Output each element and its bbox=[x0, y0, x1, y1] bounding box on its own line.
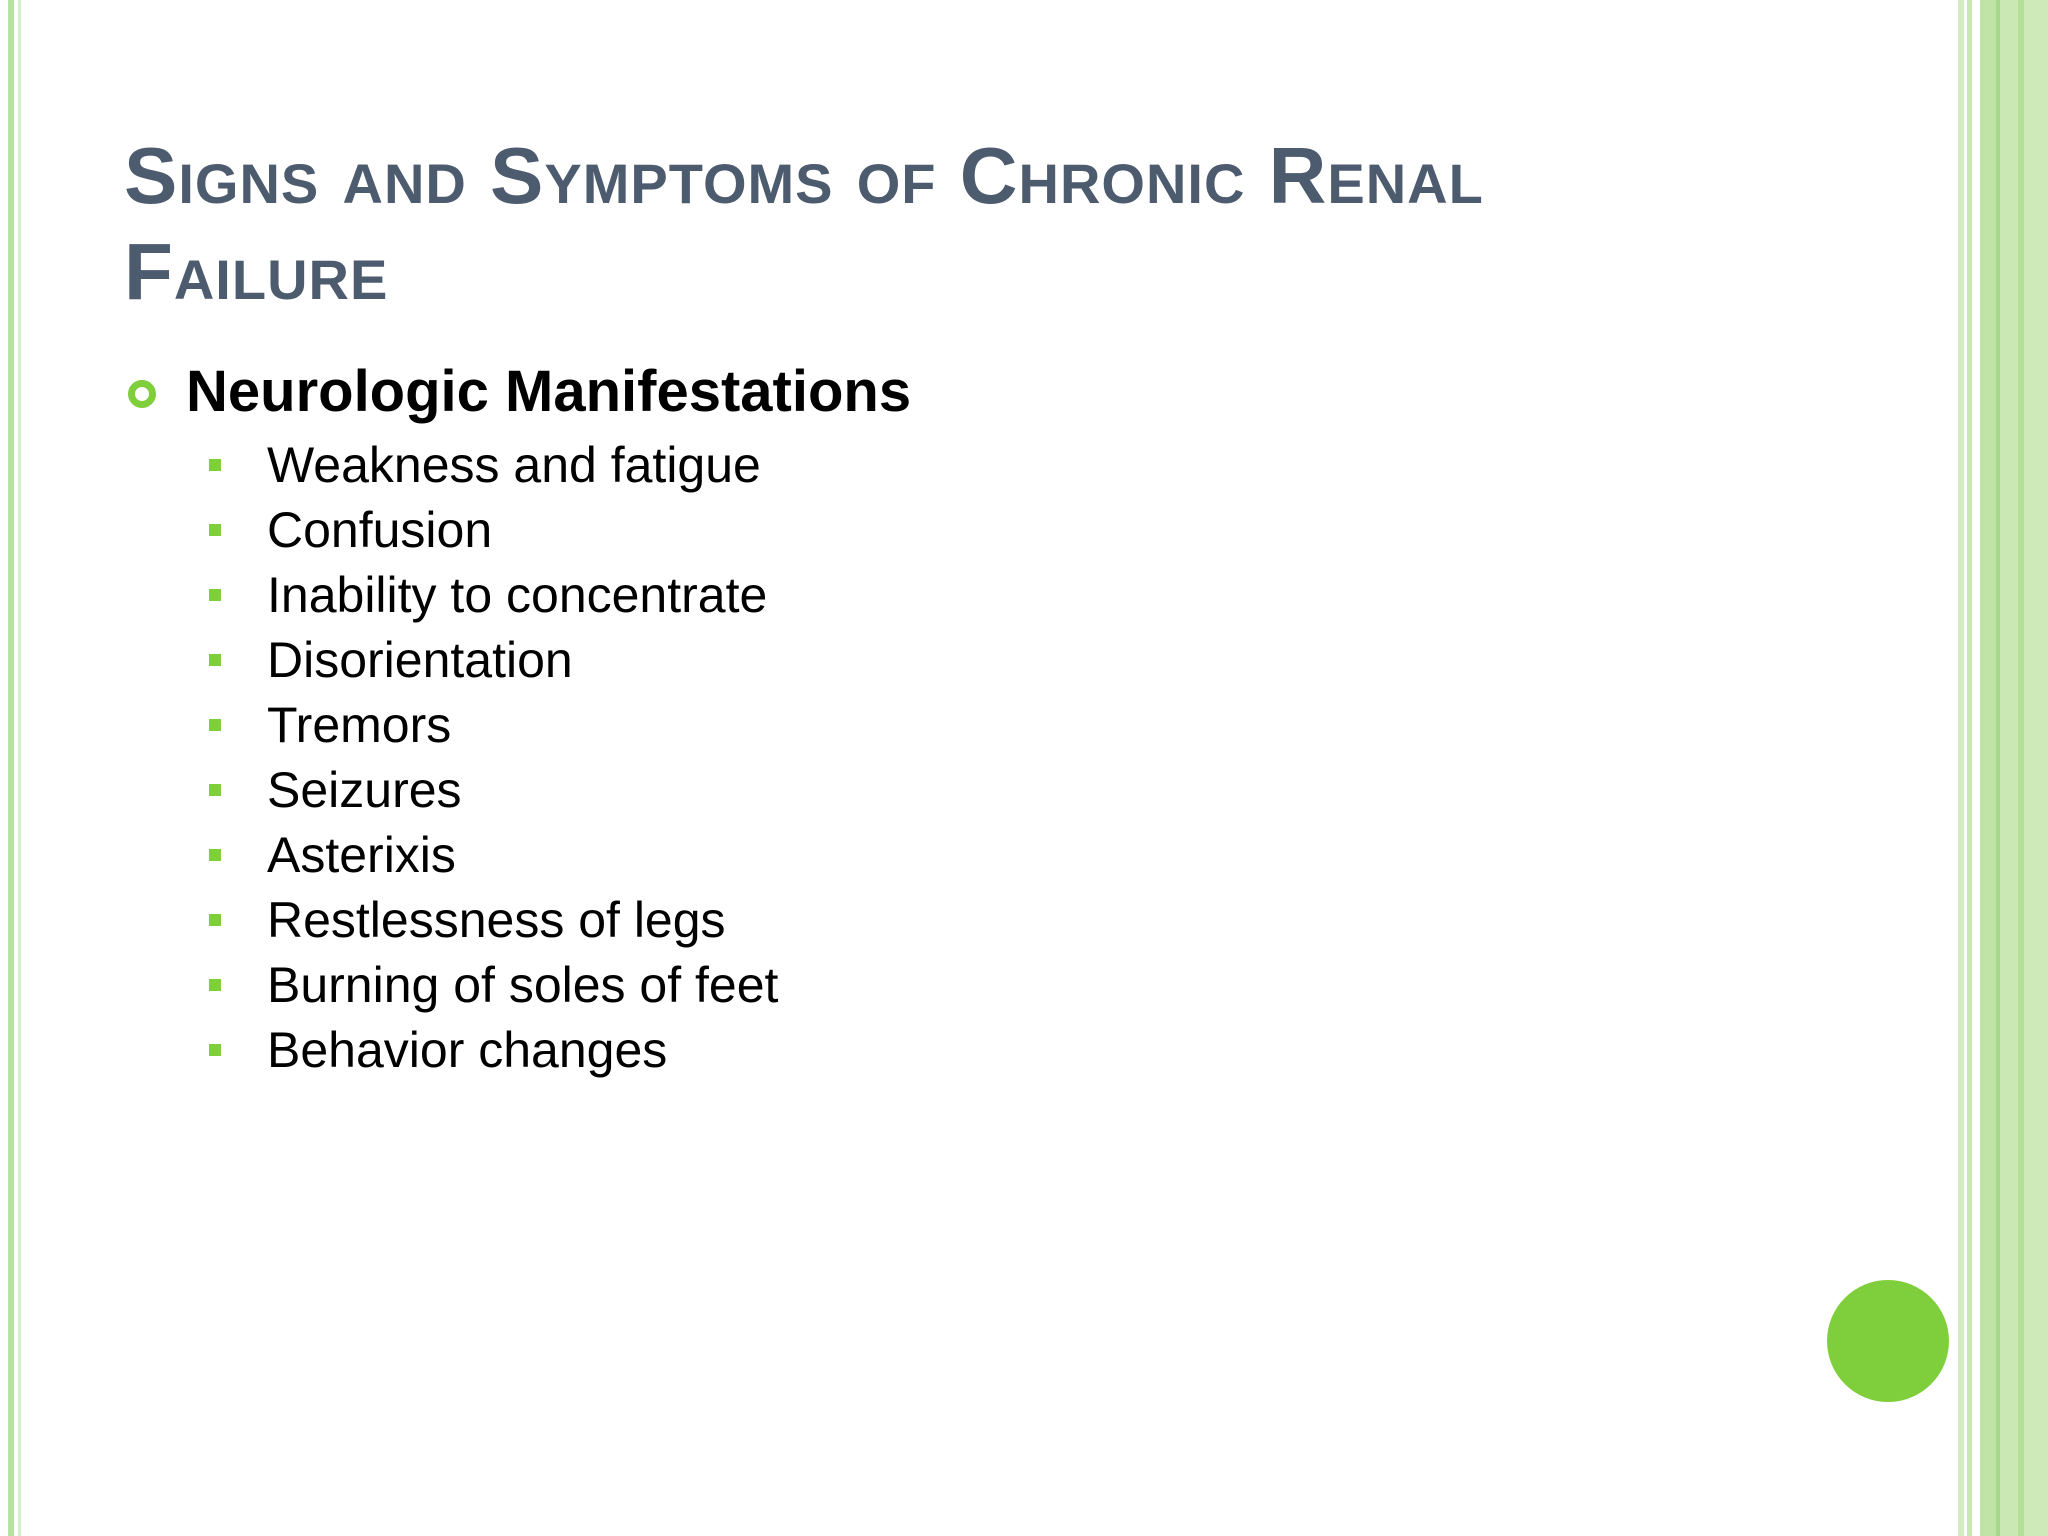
list-item bbox=[124, 694, 1624, 759]
ring-bullet-icon bbox=[128, 380, 156, 408]
list-item bbox=[124, 759, 1624, 824]
list-item-text: Restlessness of legs bbox=[267, 892, 726, 948]
list-item bbox=[124, 954, 1624, 1019]
slide-title: Signs and Symptoms of Chronic Renal Failure bbox=[124, 131, 1484, 316]
square-bullet-icon bbox=[209, 979, 221, 991]
list-item bbox=[124, 629, 1624, 694]
square-bullet-icon bbox=[209, 524, 221, 536]
square-bullet-icon bbox=[209, 784, 221, 796]
list-item-text: Behavior changes bbox=[267, 1022, 668, 1078]
section-heading: Neurologic Manifestations bbox=[186, 359, 912, 424]
square-bullet-icon bbox=[209, 459, 221, 471]
list-item-text: Asterixis bbox=[267, 827, 456, 883]
left-decorative-stripe bbox=[8, 0, 14, 1536]
list-item-text: Disorientation bbox=[267, 632, 573, 688]
list-item bbox=[124, 434, 1624, 499]
list-item bbox=[124, 564, 1624, 629]
list-item-text: Seizures bbox=[267, 762, 462, 818]
list-item-text: Confusion bbox=[267, 502, 493, 558]
green-circle-decoration bbox=[1827, 1280, 1949, 1402]
section-heading-row bbox=[124, 356, 1624, 434]
slide-content bbox=[124, 356, 1624, 1084]
list-item bbox=[124, 499, 1624, 564]
list-item-text: Tremors bbox=[267, 697, 452, 753]
square-bullet-icon bbox=[209, 1044, 221, 1056]
symptom-list bbox=[124, 434, 1624, 1084]
square-bullet-icon bbox=[209, 719, 221, 731]
list-item bbox=[124, 824, 1624, 889]
list-item-text: Burning of soles of feet bbox=[267, 957, 779, 1013]
square-bullet-icon bbox=[209, 654, 221, 666]
square-bullet-icon bbox=[209, 914, 221, 926]
list-item bbox=[124, 1019, 1624, 1084]
left-decorative-stripe-thin bbox=[18, 0, 21, 1536]
right-decorative-band bbox=[1958, 0, 2048, 1536]
list-item bbox=[124, 889, 1624, 954]
list-item-text: Inability to concentrate bbox=[267, 567, 768, 623]
square-bullet-icon bbox=[209, 589, 221, 601]
list-item-text: Weakness and fatigue bbox=[267, 437, 761, 493]
square-bullet-icon bbox=[209, 849, 221, 861]
